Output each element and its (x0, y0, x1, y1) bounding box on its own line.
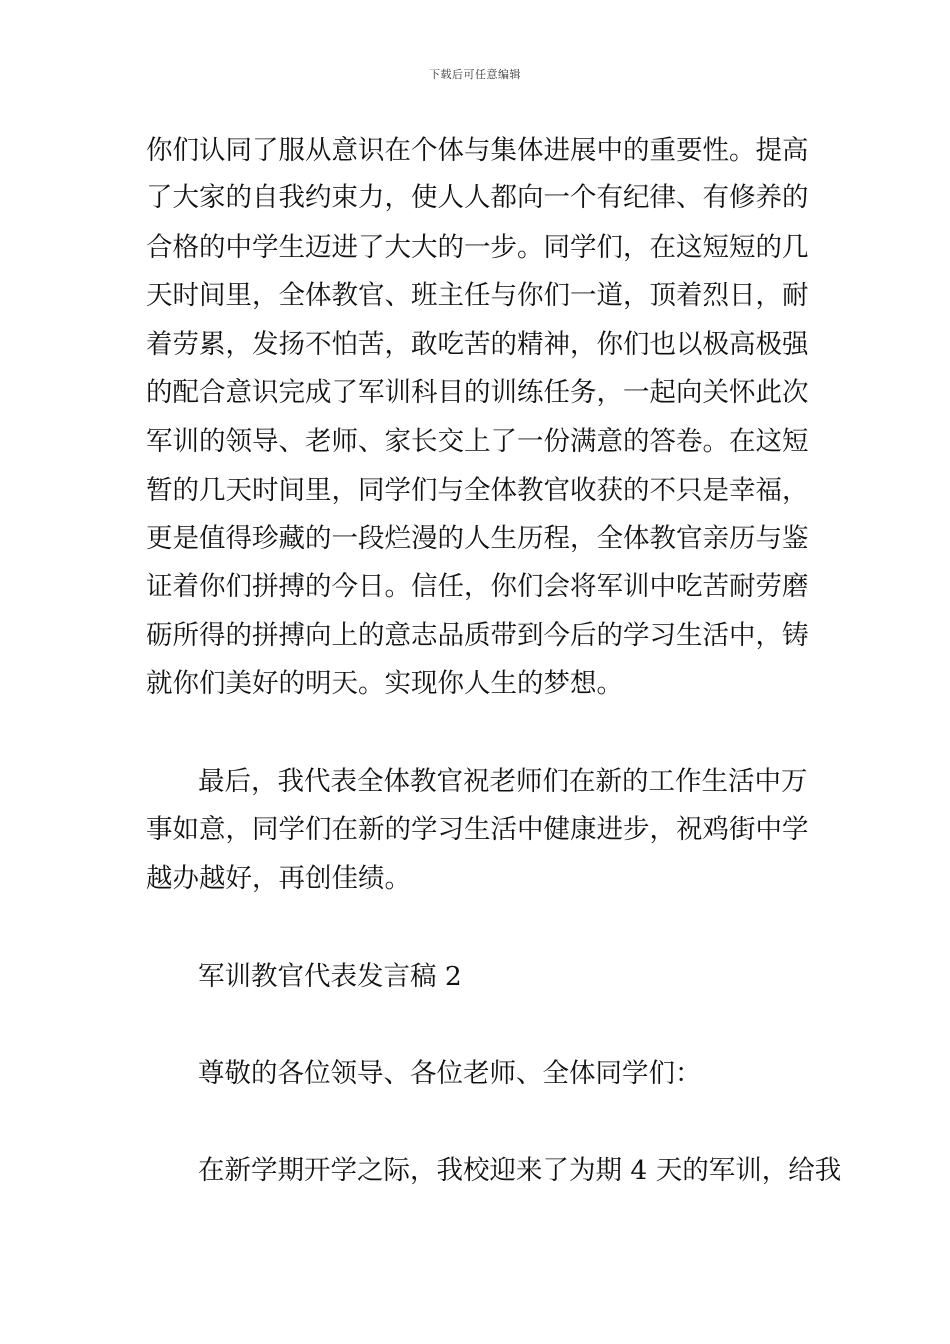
paragraph-line: 证着你们拼搏的今日。信任，你们会将军训中吃苦耐劳磨 (146, 571, 809, 602)
paragraph-line: 着劳累，发扬不怕苦，敢吃苦的精神，你们也以极高极强 (146, 329, 809, 360)
paragraph-line: 最后，我代表全体教官祝老师们在新的工作生活中万 (198, 766, 808, 797)
paragraph-line: 越办越好，再创佳绩。 (146, 863, 411, 894)
page-header: 下载后可任意编辑 (429, 68, 521, 81)
section-title: 军训教官代表发言稿 2 (198, 961, 462, 992)
paragraph-line: 在新学期开学之际，我校迎来了为期 4 天的军训，给我 (198, 1155, 842, 1186)
salutation: 尊敬的各位领导、各位老师、全体同学们： (198, 1058, 702, 1089)
paragraph-line: 更是值得珍藏的一段烂漫的人生历程，全体教官亲历与鉴 (146, 523, 809, 554)
paragraph-line: 的配合意识完成了军训科目的训练任务，一起向关怀此次 (146, 377, 809, 408)
paragraph-line: 暂的几天时间里，同学们与全体教官收获的不只是幸福， (146, 475, 809, 506)
paragraph-line: 事如意，同学们在新的学习生活中健康进步，祝鸡街中学 (146, 814, 809, 845)
paragraph-line: 你们认同了服从意识在个体与集体进展中的重要性。提高 (146, 135, 809, 166)
paragraph-line: 军训的领导、老师、家长交上了一份满意的答卷。在这短 (146, 426, 809, 457)
paragraph-line: 了大家的自我约束力，使人人都向一个有纪律、有修养的 (146, 182, 809, 213)
paragraph-line: 合格的中学生迈进了大大的一步。同学们，在这短短的几 (146, 232, 809, 263)
paragraph-line: 就你们美好的明天。实现你人生的梦想。 (146, 668, 623, 699)
paragraph-line: 砺所得的拼搏向上的意志品质带到今后的学习生活中，铸 (146, 620, 809, 651)
paragraph-line: 天时间里，全体教官、班主任与你们一道，顶着烈日，耐 (146, 280, 809, 311)
